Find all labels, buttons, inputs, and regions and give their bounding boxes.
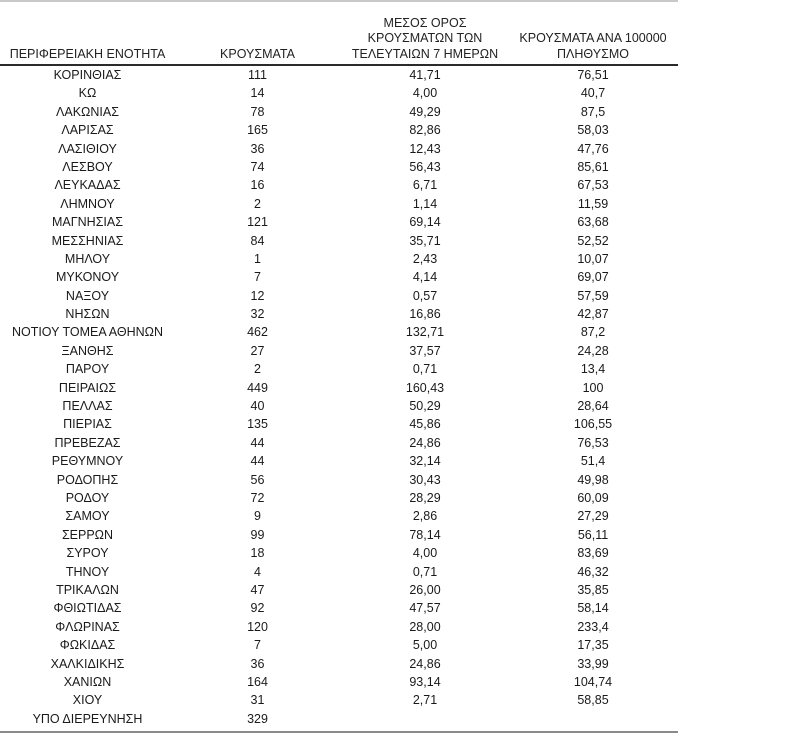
table-row (0, 599, 678, 617)
cell-regional-unit: ΣΑΜΟΥ (65, 509, 110, 524)
cell-regional-unit: ΛΑΚΩΝΙΑΣ (56, 104, 119, 119)
cell-regional-unit: ΦΘΙΩΤΙΔΑΣ (53, 601, 122, 616)
header-line: ΜΕΣΟΣ ΟΡΟΣ (383, 15, 467, 30)
cell-regional-unit: ΠΑΡΟΥ (65, 362, 110, 377)
header-line: ΠΕΡΙΦΕΡΕΙΑΚΗ ΕΝΟΤΗΤΑ (9, 46, 166, 61)
cell-regional-unit: ΠΕΛΛΑΣ (62, 399, 113, 414)
cell-per-100000: 13,4 (580, 362, 606, 377)
cell-regional-unit: ΜΥΚΟΝΟΥ (55, 270, 120, 285)
cell-cases: 36 (250, 656, 265, 671)
cell-cases: 329 (247, 711, 268, 726)
cell-7day-average: 28,00 (409, 619, 441, 634)
cell-cases: 7 (254, 638, 261, 653)
header-line: ΠΛΗΘΥΣΜΟ (557, 46, 629, 61)
table-row (0, 342, 678, 360)
cell-regional-unit: ΧΙΟΥ (72, 693, 103, 708)
cell-regional-unit: ΛΑΣΙΘΙΟΥ (58, 141, 117, 156)
cell-per-100000: 67,53 (577, 178, 609, 193)
table-row (0, 710, 678, 728)
cell-per-100000: 28,64 (577, 399, 609, 414)
cell-regional-unit: ΝΟΤΙΟΥ ΤΟΜΕΑ ΑΘΗΝΩΝ (11, 325, 164, 340)
table-row (0, 232, 678, 250)
cell-per-100000: 46,32 (577, 564, 609, 579)
cell-regional-unit: ΜΑΓΝΗΣΙΑΣ (52, 215, 123, 230)
table-row (0, 195, 678, 213)
cell-per-100000: 24,28 (577, 343, 609, 358)
cell-per-100000: 17,35 (577, 638, 609, 653)
cell-cases: 4 (254, 564, 261, 579)
cell-regional-unit: ΛΕΥΚΑΔΑΣ (54, 178, 121, 193)
header-regional-unit (0, 47, 175, 63)
cell-cases: 2 (254, 362, 261, 377)
cell-cases: 56 (250, 472, 265, 487)
cell-7day-average: 2,71 (412, 693, 438, 708)
table-row (0, 323, 678, 341)
table-row (0, 563, 678, 581)
cell-cases: 121 (247, 215, 268, 230)
cell-per-100000: 58,85 (577, 693, 609, 708)
cell-7day-average: 4,14 (412, 270, 438, 285)
cell-cases: 462 (247, 325, 268, 340)
cell-cases: 111 (247, 68, 267, 82)
table-row (0, 140, 678, 158)
cell-cases: 84 (250, 233, 265, 248)
cell-cases: 12 (250, 288, 265, 303)
cell-7day-average: 4,00 (412, 546, 438, 561)
cell-cases: 92 (250, 601, 265, 616)
cell-7day-average: 0,71 (412, 362, 438, 377)
cell-cases: 2 (254, 196, 261, 211)
cell-7day-average: 26,00 (409, 582, 441, 597)
cell-7day-average: 5,00 (412, 638, 438, 653)
cell-regional-unit: ΠΡΕΒΕΖΑΣ (54, 435, 121, 450)
cell-per-100000: 49,98 (577, 472, 609, 487)
header-line: ΚΡΟΥΣΜΑΤΑ (220, 46, 295, 61)
cell-per-100000: 63,68 (577, 215, 609, 230)
cell-cases: 1 (254, 251, 261, 266)
table-row (0, 452, 678, 470)
table-row (0, 379, 678, 397)
table-row (0, 176, 678, 194)
cell-cases: 47 (250, 582, 265, 597)
cell-per-100000: 100 (582, 380, 604, 395)
cell-per-100000: 76,51 (577, 68, 609, 82)
header-line: ΤΕΛΕΥΤΑΙΩΝ 7 ΗΜΕΡΩΝ (351, 46, 499, 61)
cell-regional-unit: ΡΟΔΟΠΗΣ (56, 472, 119, 487)
cell-per-100000: 47,76 (577, 141, 609, 156)
cell-per-100000: 51,4 (580, 454, 606, 469)
table-row (0, 507, 678, 525)
cell-7day-average: 32,14 (409, 454, 441, 469)
header-7day-average (345, 16, 505, 63)
cell-cases: 164 (247, 674, 268, 689)
cell-7day-average: 82,86 (409, 123, 441, 138)
cell-cases: 44 (250, 435, 265, 450)
cell-cases: 135 (247, 417, 268, 432)
table-row (0, 360, 678, 378)
cell-per-100000: 56,11 (577, 527, 609, 542)
cell-regional-unit: ΝΗΣΩΝ (65, 307, 110, 322)
table-row (0, 489, 678, 507)
cell-regional-unit: ΤΗΝΟΥ (65, 564, 110, 579)
cell-7day-average: 24,86 (409, 656, 441, 671)
cell-regional-unit: ΧΑΛΚΙΔΙΚΗΣ (50, 656, 125, 671)
cell-per-100000: 33,99 (577, 656, 609, 671)
cell-7day-average: 0,71 (412, 564, 438, 579)
cell-7day-average: 78,14 (409, 527, 441, 542)
cell-regional-unit: ΝΑΞΟΥ (65, 288, 110, 303)
cell-7day-average: 1,14 (412, 196, 438, 211)
cell-regional-unit: ΧΑΝΙΩΝ (63, 674, 112, 689)
cell-7day-average: 37,57 (409, 343, 441, 358)
cell-per-100000: 83,69 (577, 546, 609, 561)
table-row (0, 103, 678, 121)
cell-per-100000: 58,14 (577, 601, 609, 616)
bottom-border-line (0, 731, 678, 733)
cell-regional-unit: ΜΕΣΣΗΝΙΑΣ (51, 233, 124, 248)
table-body (0, 66, 678, 728)
cell-7day-average: 50,29 (409, 399, 441, 414)
cell-regional-unit: ΛΕΣΒΟΥ (62, 159, 113, 174)
cell-7day-average: 41,71 (409, 68, 441, 82)
cell-7day-average: 16,86 (409, 307, 441, 322)
cell-per-100000: 69,07 (577, 270, 609, 285)
cell-7day-average: 160,43 (405, 380, 445, 395)
table-row (0, 158, 678, 176)
cell-per-100000: 57,59 (577, 288, 609, 303)
cell-cases: 9 (254, 509, 261, 524)
cell-regional-unit: ΦΩΚΙΔΑΣ (59, 638, 116, 653)
table-row (0, 636, 678, 654)
table-row (0, 397, 678, 415)
cell-7day-average: 24,86 (409, 435, 441, 450)
cell-per-100000: 87,5 (580, 104, 606, 119)
cell-7day-average: 47,57 (409, 601, 441, 616)
cell-7day-average: 35,71 (409, 233, 441, 248)
cell-per-100000: 40,7 (580, 86, 606, 101)
cell-regional-unit: ΜΗΛΟΥ (64, 251, 111, 266)
header-cases-per-100000 (508, 31, 678, 62)
cell-7day-average: 30,43 (409, 472, 441, 487)
cell-regional-unit: ΡΟΔΟΥ (65, 490, 110, 505)
cell-cases: 78 (250, 104, 265, 119)
cell-per-100000: 106,55 (573, 417, 613, 432)
cell-cases: 16 (250, 178, 265, 193)
header-line: ΚΡΟΥΣΜΑΤΑ ΑΝΑ 100000 (519, 31, 667, 45)
cell-regional-unit: ΣΥΡΟΥ (66, 546, 109, 561)
table-row (0, 691, 678, 709)
cell-cases: 44 (250, 454, 265, 469)
cell-per-100000: 58,03 (577, 123, 609, 138)
cell-7day-average: 49,29 (409, 104, 441, 119)
cell-per-100000: 76,53 (577, 435, 609, 450)
cell-per-100000: 10,07 (577, 251, 609, 266)
cell-7day-average: 4,00 (412, 86, 438, 101)
cell-cases: 40 (250, 399, 265, 414)
table-row (0, 544, 678, 562)
table-row (0, 581, 678, 599)
cell-cases: 31 (250, 693, 265, 708)
table-row (0, 250, 678, 268)
cell-cases: 74 (250, 159, 265, 174)
cell-regional-unit: ΛΗΜΝΟΥ (60, 196, 115, 211)
table-row (0, 655, 678, 673)
table-row (0, 618, 678, 636)
header-line: ΚΡΟΥΣΜΑΤΩΝ ΤΩΝ (367, 31, 483, 45)
cell-cases: 72 (250, 490, 265, 505)
table-row (0, 434, 678, 452)
table-row (0, 268, 678, 286)
cell-per-100000: 233,4 (577, 619, 609, 634)
cell-cases: 14 (250, 86, 265, 101)
cell-cases: 449 (247, 380, 268, 395)
table-row (0, 84, 678, 102)
cell-per-100000: 52,52 (577, 233, 609, 248)
cell-per-100000: 87,2 (580, 325, 606, 340)
cell-7day-average: 132,71 (405, 325, 445, 340)
cell-7day-average: 12,43 (409, 141, 441, 156)
table-row (0, 526, 678, 544)
cell-7day-average: 28,29 (409, 490, 441, 505)
table-row (0, 213, 678, 231)
cell-7day-average: 2,43 (412, 251, 438, 266)
table-row (0, 66, 678, 84)
table-row (0, 305, 678, 323)
cell-7day-average: 0,57 (412, 288, 438, 303)
table-row (0, 471, 678, 489)
table-row (0, 673, 678, 691)
cell-7day-average: 45,86 (409, 417, 441, 432)
cell-7day-average: 2,86 (412, 509, 438, 524)
cell-cases: 165 (247, 123, 268, 138)
cell-regional-unit: ΣΕΡΡΩΝ (61, 527, 114, 542)
cell-7day-average: 69,14 (409, 215, 441, 230)
cell-regional-unit: ΛΑΡΙΣΑΣ (61, 123, 114, 138)
cell-regional-unit: ΠΙΕΡΙΑΣ (63, 417, 112, 432)
cell-regional-unit: ΚΟΡΙΝΘΙΑΣ (53, 68, 122, 82)
cell-per-100000: 42,87 (577, 307, 609, 322)
cell-cases: 120 (247, 619, 268, 634)
cell-per-100000: 11,59 (577, 196, 609, 211)
cell-cases: 99 (250, 527, 265, 542)
cell-regional-unit: ΠΕΙΡΑΙΩΣ (58, 380, 117, 395)
cell-cases: 7 (254, 270, 261, 285)
cell-7day-average: 56,43 (409, 159, 441, 174)
table-header (0, 2, 678, 66)
cell-per-100000: 60,09 (577, 490, 609, 505)
cell-per-100000: 35,85 (577, 582, 609, 597)
cell-7day-average: 93,14 (409, 674, 441, 689)
cell-regional-unit: ΥΠΟ ΔΙΕΡΕΥΝΗΣΗ (32, 711, 143, 726)
cell-per-100000: 27,29 (577, 509, 609, 524)
cell-regional-unit: ΤΡΙΚΑΛΩΝ (56, 582, 119, 597)
cell-cases: 18 (250, 546, 265, 561)
cell-7day-average: 6,71 (412, 178, 438, 193)
cases-table (0, 2, 678, 728)
header-cases (205, 47, 310, 63)
cell-regional-unit: ΚΩ (78, 86, 97, 101)
cell-per-100000: 85,61 (577, 159, 609, 174)
table-row (0, 121, 678, 139)
cell-per-100000: 104,74 (573, 674, 613, 689)
table-row (0, 287, 678, 305)
table-row (0, 415, 678, 433)
cell-cases: 36 (250, 141, 265, 156)
cell-regional-unit: ΦΛΩΡΙΝΑΣ (55, 619, 120, 634)
cell-cases: 32 (250, 307, 265, 322)
cell-cases: 27 (250, 343, 265, 358)
cell-regional-unit: ΞΑΝΘΗΣ (61, 343, 114, 358)
cell-regional-unit: ΡΕΘΥΜΝΟΥ (51, 454, 124, 469)
